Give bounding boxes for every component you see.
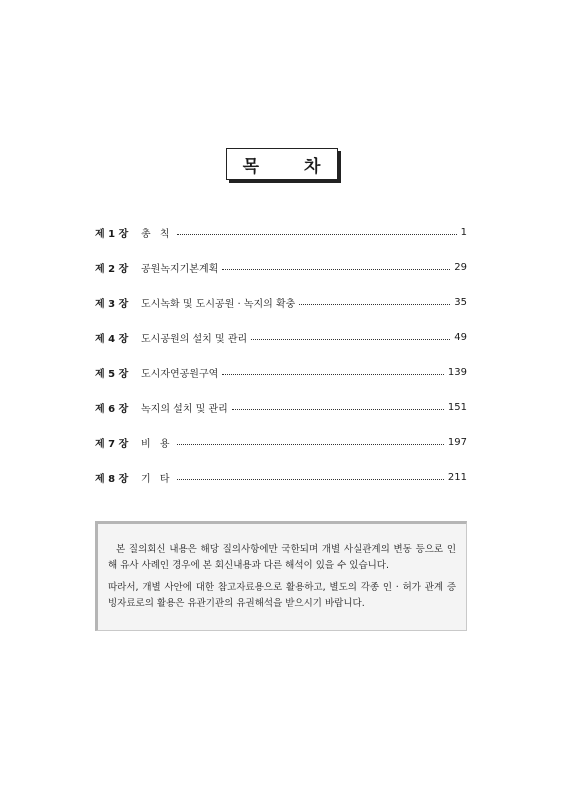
page-number: 197 (447, 436, 467, 448)
page-number: 29 (454, 261, 467, 273)
dot-leader (222, 373, 444, 375)
toc-entry-6[interactable] (95, 399, 467, 415)
dot-leader (299, 303, 450, 305)
toc-title-part1: 목 (242, 156, 260, 177)
page-number: 211 (447, 471, 467, 483)
dot-leader (177, 478, 444, 480)
toc-title-part2: 차 (304, 156, 322, 177)
page-number: 1 (460, 226, 467, 238)
toc-entry-4[interactable] (95, 329, 467, 345)
chapter-title: 총 칙 (141, 228, 173, 240)
toc-title (226, 148, 338, 180)
chapter-number: 제 1 장 (95, 228, 129, 240)
toc-entry-2[interactable] (95, 259, 467, 275)
chapter-number: 제 4 장 (95, 333, 129, 345)
dot-leader (232, 408, 444, 410)
chapter-title: 비 용 (141, 438, 173, 450)
toc-entry-7[interactable] (95, 434, 467, 450)
chapter-number: 제 7 장 (95, 438, 129, 450)
toc-entry-1[interactable] (95, 224, 467, 240)
toc-entry-8[interactable] (95, 469, 467, 485)
chapter-title: 도시공원의 설치 및 관리 (141, 333, 248, 345)
page-number: 139 (447, 366, 467, 378)
chapter-number: 제 3 장 (95, 298, 129, 310)
page-number: 151 (447, 401, 467, 413)
dot-leader (177, 233, 457, 235)
chapter-number: 제 8 장 (95, 473, 129, 485)
toc-entry-5[interactable] (95, 364, 467, 380)
chapter-number: 제 6 장 (95, 403, 129, 415)
dot-leader (251, 338, 450, 340)
chapter-number: 제 5 장 (95, 368, 129, 380)
chapter-title: 공원녹지기본계획 (141, 263, 219, 275)
chapter-title: 도시녹화 및 도시공원 · 녹지의 확충 (141, 298, 296, 310)
page-number: 49 (454, 331, 467, 343)
chapter-title: 녹지의 설치 및 관리 (141, 403, 228, 415)
disclaimer-paragraph-1: 본 질의회신 내용은 해당 질의사항에만 국한되며 개별 사실관계의 변동 등으로 인해 유사 사례인 경우에 본 회신내용과 다른 해석이 있을 수 있습니다. (108, 544, 456, 571)
dot-leader (177, 443, 444, 445)
page-number: 35 (454, 296, 467, 308)
toc-entry-3[interactable] (95, 294, 467, 310)
dot-leader (222, 268, 450, 270)
chapter-title: 도시자연공원구역 (141, 368, 219, 380)
disclaimer-paragraph-2: 따라서, 개별 사안에 대한 참고자료용으로 활용하고, 별도의 각종 인 · 허가 관계 증빙자료로의 활용은 유관기관의 유권해석을 받으시기 바랍니다. (108, 582, 456, 609)
disclaimer-box (95, 521, 467, 631)
chapter-number: 제 2 장 (95, 263, 129, 275)
chapter-title: 기 타 (141, 473, 173, 485)
